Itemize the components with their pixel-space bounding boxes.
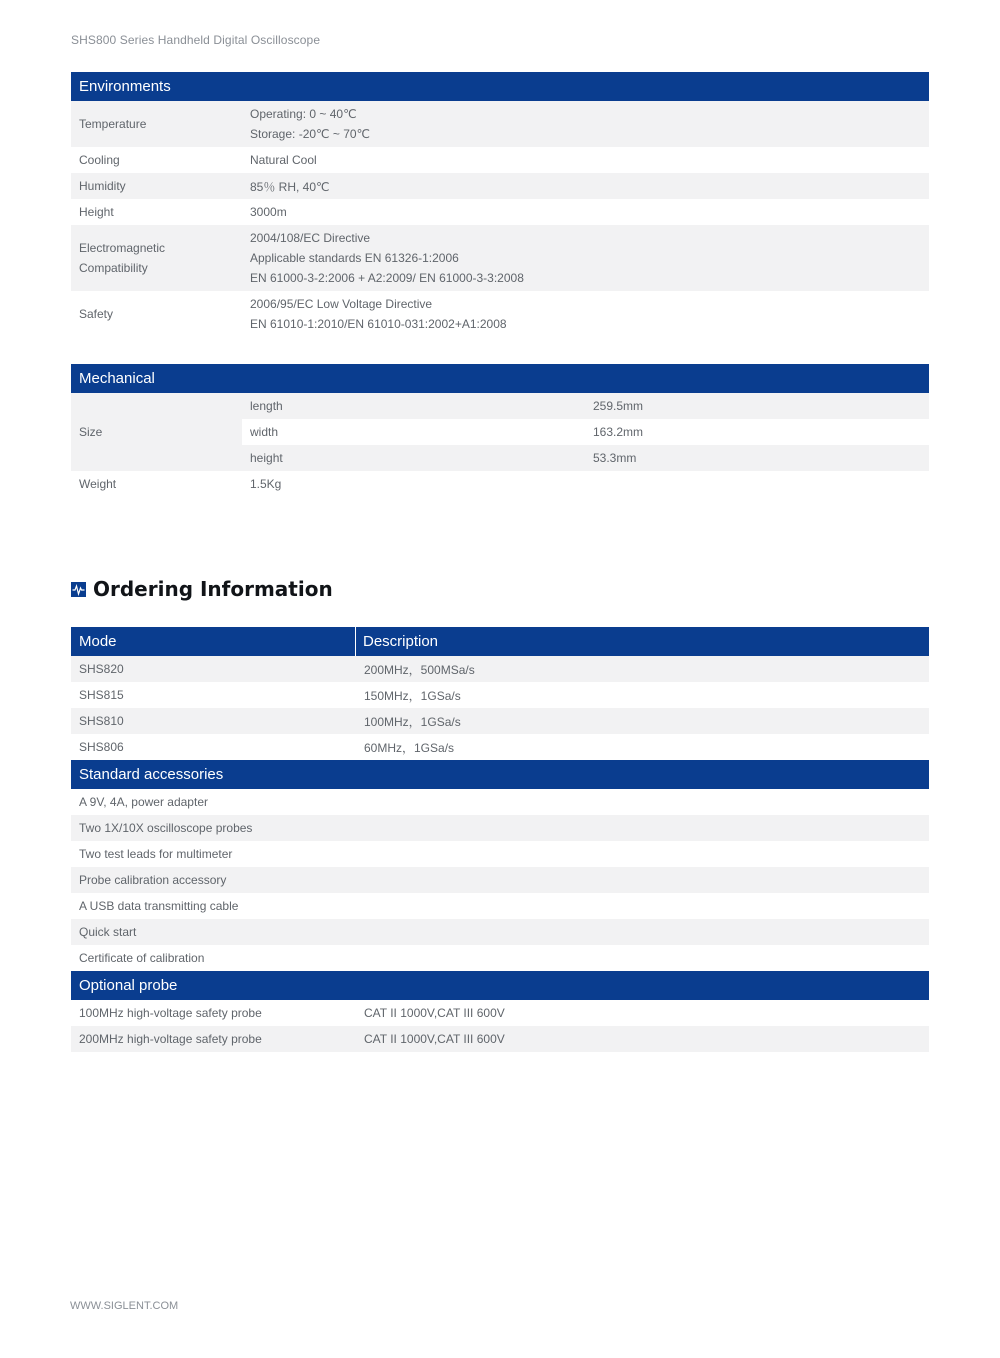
humidity-row bbox=[71, 173, 929, 199]
mode-column-header: Mode bbox=[71, 627, 356, 656]
temperature-value bbox=[242, 101, 929, 147]
environments-table bbox=[71, 72, 929, 337]
size-row-length bbox=[242, 393, 929, 419]
safety-standard: EN 61010-1:2010/EN 61010-031:2002+A1:2008 bbox=[250, 317, 507, 331]
size-value: 163.2mm bbox=[593, 425, 644, 439]
probe-spec: CAT II 1000V,CAT III 600V bbox=[364, 1006, 505, 1020]
waveform-icon bbox=[71, 582, 86, 597]
mechanical-table bbox=[71, 364, 929, 497]
temperature-storage: Storage: -20℃ ~ 70℃ bbox=[250, 127, 371, 141]
standard-accessories-heading: Standard accessories bbox=[71, 760, 929, 789]
optional-probe-heading: Optional probe bbox=[71, 971, 929, 1000]
model-description: 150MHz，1GSa/s bbox=[364, 688, 461, 703]
size-group bbox=[71, 393, 929, 471]
list-item: Two test leads for multimeter bbox=[79, 847, 233, 861]
temperature-operating: Operating: 0 ~ 40℃ bbox=[250, 107, 357, 121]
mechanical-heading: Mechanical bbox=[71, 364, 929, 393]
page-header-title: SHS800 Series Handheld Digital Oscilloscope bbox=[71, 33, 321, 47]
height-value: 3000m bbox=[250, 205, 287, 219]
emc-value bbox=[242, 225, 929, 291]
list-item: A USB data transmitting cable bbox=[79, 899, 239, 913]
weight-label: Weight bbox=[79, 477, 117, 491]
model-name: SHS820 bbox=[79, 662, 124, 676]
ordering-title bbox=[71, 577, 333, 601]
list-item: Two 1X/10X oscilloscope probes bbox=[71, 815, 929, 841]
probe-name: 100MHz high-voltage safety probe bbox=[79, 1006, 262, 1020]
model-name: SHS806 bbox=[79, 740, 124, 754]
humidity-value: 85％ RH, 40℃ bbox=[250, 179, 330, 194]
model-description: 200MHz，500MSa/s bbox=[364, 662, 475, 677]
table-row bbox=[71, 682, 929, 708]
emc-label bbox=[71, 225, 242, 291]
footer-url: WWW.SIGLENT.COM bbox=[70, 1300, 179, 1312]
emc-directive: 2004/108/EC Directive bbox=[250, 231, 371, 245]
ordering-title-text: Ordering Information bbox=[93, 577, 333, 601]
description-column-header: Description bbox=[363, 633, 439, 650]
emc-standard-detail: EN 61000-3-2:2006 + A2:2009/ EN 61000-3-3:2008 bbox=[250, 271, 524, 285]
probe-spec: CAT II 1000V,CAT III 600V bbox=[364, 1032, 505, 1046]
size-value: 259.5mm bbox=[593, 399, 644, 413]
table-row bbox=[71, 656, 929, 682]
list-item: Quick start bbox=[71, 919, 929, 945]
emc-label-line: Electromagnetic bbox=[79, 241, 166, 255]
weight-value: 1.5Kg bbox=[250, 477, 282, 491]
emc-label-line: Compatibility bbox=[79, 261, 148, 275]
size-label: Size bbox=[71, 393, 242, 471]
size-key: width bbox=[250, 425, 279, 439]
ordering-header-row bbox=[71, 627, 929, 656]
model-name: SHS815 bbox=[79, 688, 124, 702]
emc-row bbox=[71, 225, 929, 291]
ordering-table bbox=[71, 627, 929, 1052]
environments-heading: Environments bbox=[71, 72, 929, 101]
list-item: A 9V, 4A, power adapter bbox=[79, 795, 208, 809]
size-value: 53.3mm bbox=[593, 451, 637, 465]
size-key: height bbox=[250, 451, 283, 465]
temperature-label: Temperature bbox=[79, 117, 147, 131]
cooling-row bbox=[71, 147, 929, 173]
list-item: Probe calibration accessory bbox=[71, 867, 929, 893]
safety-directive: 2006/95/EC Low Voltage Directive bbox=[250, 297, 433, 311]
table-row bbox=[71, 1026, 929, 1052]
table-row bbox=[71, 1000, 929, 1026]
model-name: SHS810 bbox=[79, 714, 124, 728]
weight-row bbox=[71, 471, 929, 497]
temperature-row bbox=[71, 101, 929, 147]
model-description: 60MHz，1GSa/s bbox=[364, 740, 455, 755]
table-row bbox=[71, 734, 929, 760]
size-key: length bbox=[250, 399, 283, 413]
cooling-value: Natural Cool bbox=[250, 153, 317, 167]
safety-value bbox=[242, 291, 929, 337]
list-item: Certificate of calibration bbox=[79, 951, 205, 965]
height-label: Height bbox=[79, 205, 114, 219]
height-row bbox=[71, 199, 929, 225]
model-description: 100MHz，1GSa/s bbox=[364, 714, 461, 729]
humidity-label: Humidity bbox=[79, 179, 126, 193]
table-row bbox=[71, 708, 929, 734]
emc-standard: Applicable standards EN 61326-1:2006 bbox=[250, 251, 459, 265]
size-row-width bbox=[242, 419, 929, 445]
size-row-height bbox=[242, 445, 929, 471]
probe-name: 200MHz high-voltage safety probe bbox=[79, 1032, 262, 1046]
safety-row bbox=[71, 291, 929, 337]
cooling-label: Cooling bbox=[79, 153, 120, 167]
safety-label: Safety bbox=[79, 307, 114, 321]
